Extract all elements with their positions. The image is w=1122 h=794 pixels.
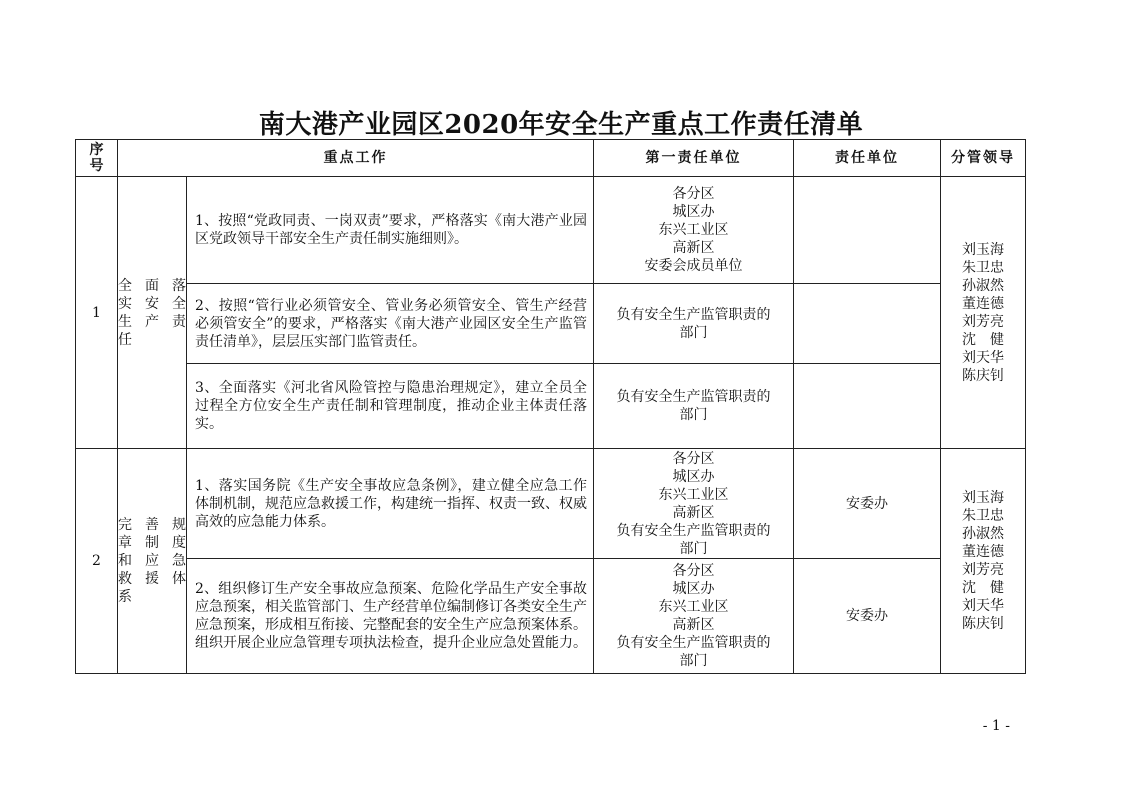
unit-line: 各分区: [672, 450, 715, 467]
category-line: 任: [118, 331, 132, 348]
header-task: 重点工作: [118, 140, 594, 177]
resp-unit-cell: 安委办: [794, 559, 941, 674]
category-line: 和应急: [118, 553, 186, 569]
unit-line: 城区办: [672, 204, 715, 220]
leader-name: 孙淑然: [962, 526, 1004, 542]
leader-name: 沈 健: [962, 580, 1004, 596]
group-no: 1: [76, 177, 118, 449]
category-line: 章制度: [118, 535, 186, 551]
category-line: 完善规: [118, 517, 186, 533]
task-cell: 1、按照“党政同责、一岗双责”要求，严格落实《南大港产业园区党政领导干部安全生产责任制实施细则》。: [187, 177, 594, 284]
first-unit-cell: [594, 177, 794, 284]
unit-line: 城区办: [672, 581, 715, 597]
first-unit-cell: [594, 284, 794, 364]
leader-name: 陈庆钊: [962, 616, 1004, 632]
task-cell: 2、按照“管行业必须管安全、管业务必须管安全、管生产经营必须管安全”的要求，严格落实《南大港产业园区安全生产监管责任清单》，层层压实部门监管责任。: [187, 284, 594, 364]
resp-unit-cell: [794, 284, 941, 364]
group-category: [118, 449, 187, 674]
header-no-line: 序: [89, 142, 104, 158]
group-category: [118, 177, 187, 449]
unit-line: 东兴工业区: [658, 599, 729, 615]
unit-line: 安委会成员单位: [644, 258, 743, 274]
table-row: [76, 559, 1026, 674]
unit-line: 城区办: [672, 468, 715, 485]
unit-line: 高新区: [672, 617, 715, 633]
unit-line: 部门: [679, 407, 708, 423]
unit-line: 东兴工业区: [658, 222, 729, 238]
resp-unit-cell: [794, 364, 941, 449]
leader-name: 刘天华: [962, 598, 1004, 614]
first-unit-cell: [594, 449, 794, 559]
leader-name: 沈 健: [962, 331, 1004, 348]
leader-name: 陈庆钊: [962, 367, 1004, 384]
category-line: 救援体: [118, 571, 186, 587]
leader-name: 孙淑然: [962, 277, 1004, 294]
leader-name: 董连德: [962, 295, 1004, 312]
table-header-row: [76, 140, 1026, 177]
unit-line: 部门: [679, 324, 708, 341]
unit-line: 部门: [679, 540, 708, 557]
leader-name: 刘玉海: [962, 490, 1004, 506]
header-resp-unit: 责任单位: [794, 140, 941, 177]
table-row: [76, 177, 1026, 284]
responsibility-table: [75, 139, 1026, 674]
page-number: - 1 -: [982, 718, 1010, 734]
leader-name: 朱卫忠: [962, 508, 1004, 524]
leader-cell: [941, 449, 1026, 674]
leader-name: 刘芳亮: [962, 313, 1004, 330]
leader-name: 刘玉海: [962, 241, 1004, 258]
unit-line: 东兴工业区: [658, 486, 729, 503]
header-first-unit: 第一责任单位: [594, 140, 794, 177]
first-unit-cell: [594, 559, 794, 674]
group-no: 2: [76, 449, 118, 674]
category-line: 实安全: [118, 295, 186, 312]
unit-line: 部门: [679, 653, 708, 669]
resp-unit-cell: 安委办: [794, 449, 941, 559]
table-row: [76, 449, 1026, 559]
document-title: 南大港产业园区2020年安全生产重点工作责任清单: [258, 110, 864, 140]
leader-name: 朱卫忠: [962, 259, 1004, 276]
task-cell: 3、全面落实《河北省风险管控与隐患治理规定》，建立全员全过程全方位安全生产责任制和管理制度，推动企业主体责任落实。: [187, 364, 594, 449]
leader-name: 董连德: [962, 544, 1004, 560]
header-no: [76, 140, 118, 177]
unit-line: 各分区: [672, 186, 715, 202]
header-leader: 分管领导: [941, 140, 1026, 177]
category-line: 系: [118, 589, 132, 605]
leader-cell: [941, 177, 1026, 449]
unit-line: 负有安全生产监管职责的: [616, 522, 771, 539]
task-cell: 2、组织修订生产安全事故应急预案、危险化学品生产安全事故应急预案，相关监管部门、生产经营单位编制修订各类安全生产应急预案，形成相互衔接、完整配套的安全生产应急预案体系。组织开展企业应急管理专项执法检查，提升企业应急处置能力。: [187, 559, 594, 674]
table-row: [76, 284, 1026, 364]
unit-line: 负有安全生产监管职责的: [616, 306, 771, 323]
unit-line: 各分区: [672, 563, 715, 579]
unit-line: 负有安全生产监管职责的: [616, 635, 771, 651]
category-line: 生产责: [118, 313, 186, 330]
unit-line: 高新区: [672, 504, 715, 521]
resp-unit-cell: [794, 177, 941, 284]
leader-name: 刘芳亮: [962, 562, 1004, 578]
category-line: 全面落: [118, 277, 186, 294]
leader-name: 刘天华: [962, 349, 1004, 366]
unit-line: 高新区: [672, 240, 715, 256]
table-row: [76, 364, 1026, 449]
header-no-line: 号: [89, 158, 104, 174]
first-unit-cell: [594, 364, 794, 449]
task-cell: 1、落实国务院《生产安全事故应急条例》，建立健全应急工作体制机制，规范应急救援工作，构建统一指挥、权责一致、权威高效的应急能力体系。: [187, 449, 594, 559]
unit-line: 负有安全生产监管职责的: [616, 389, 771, 405]
